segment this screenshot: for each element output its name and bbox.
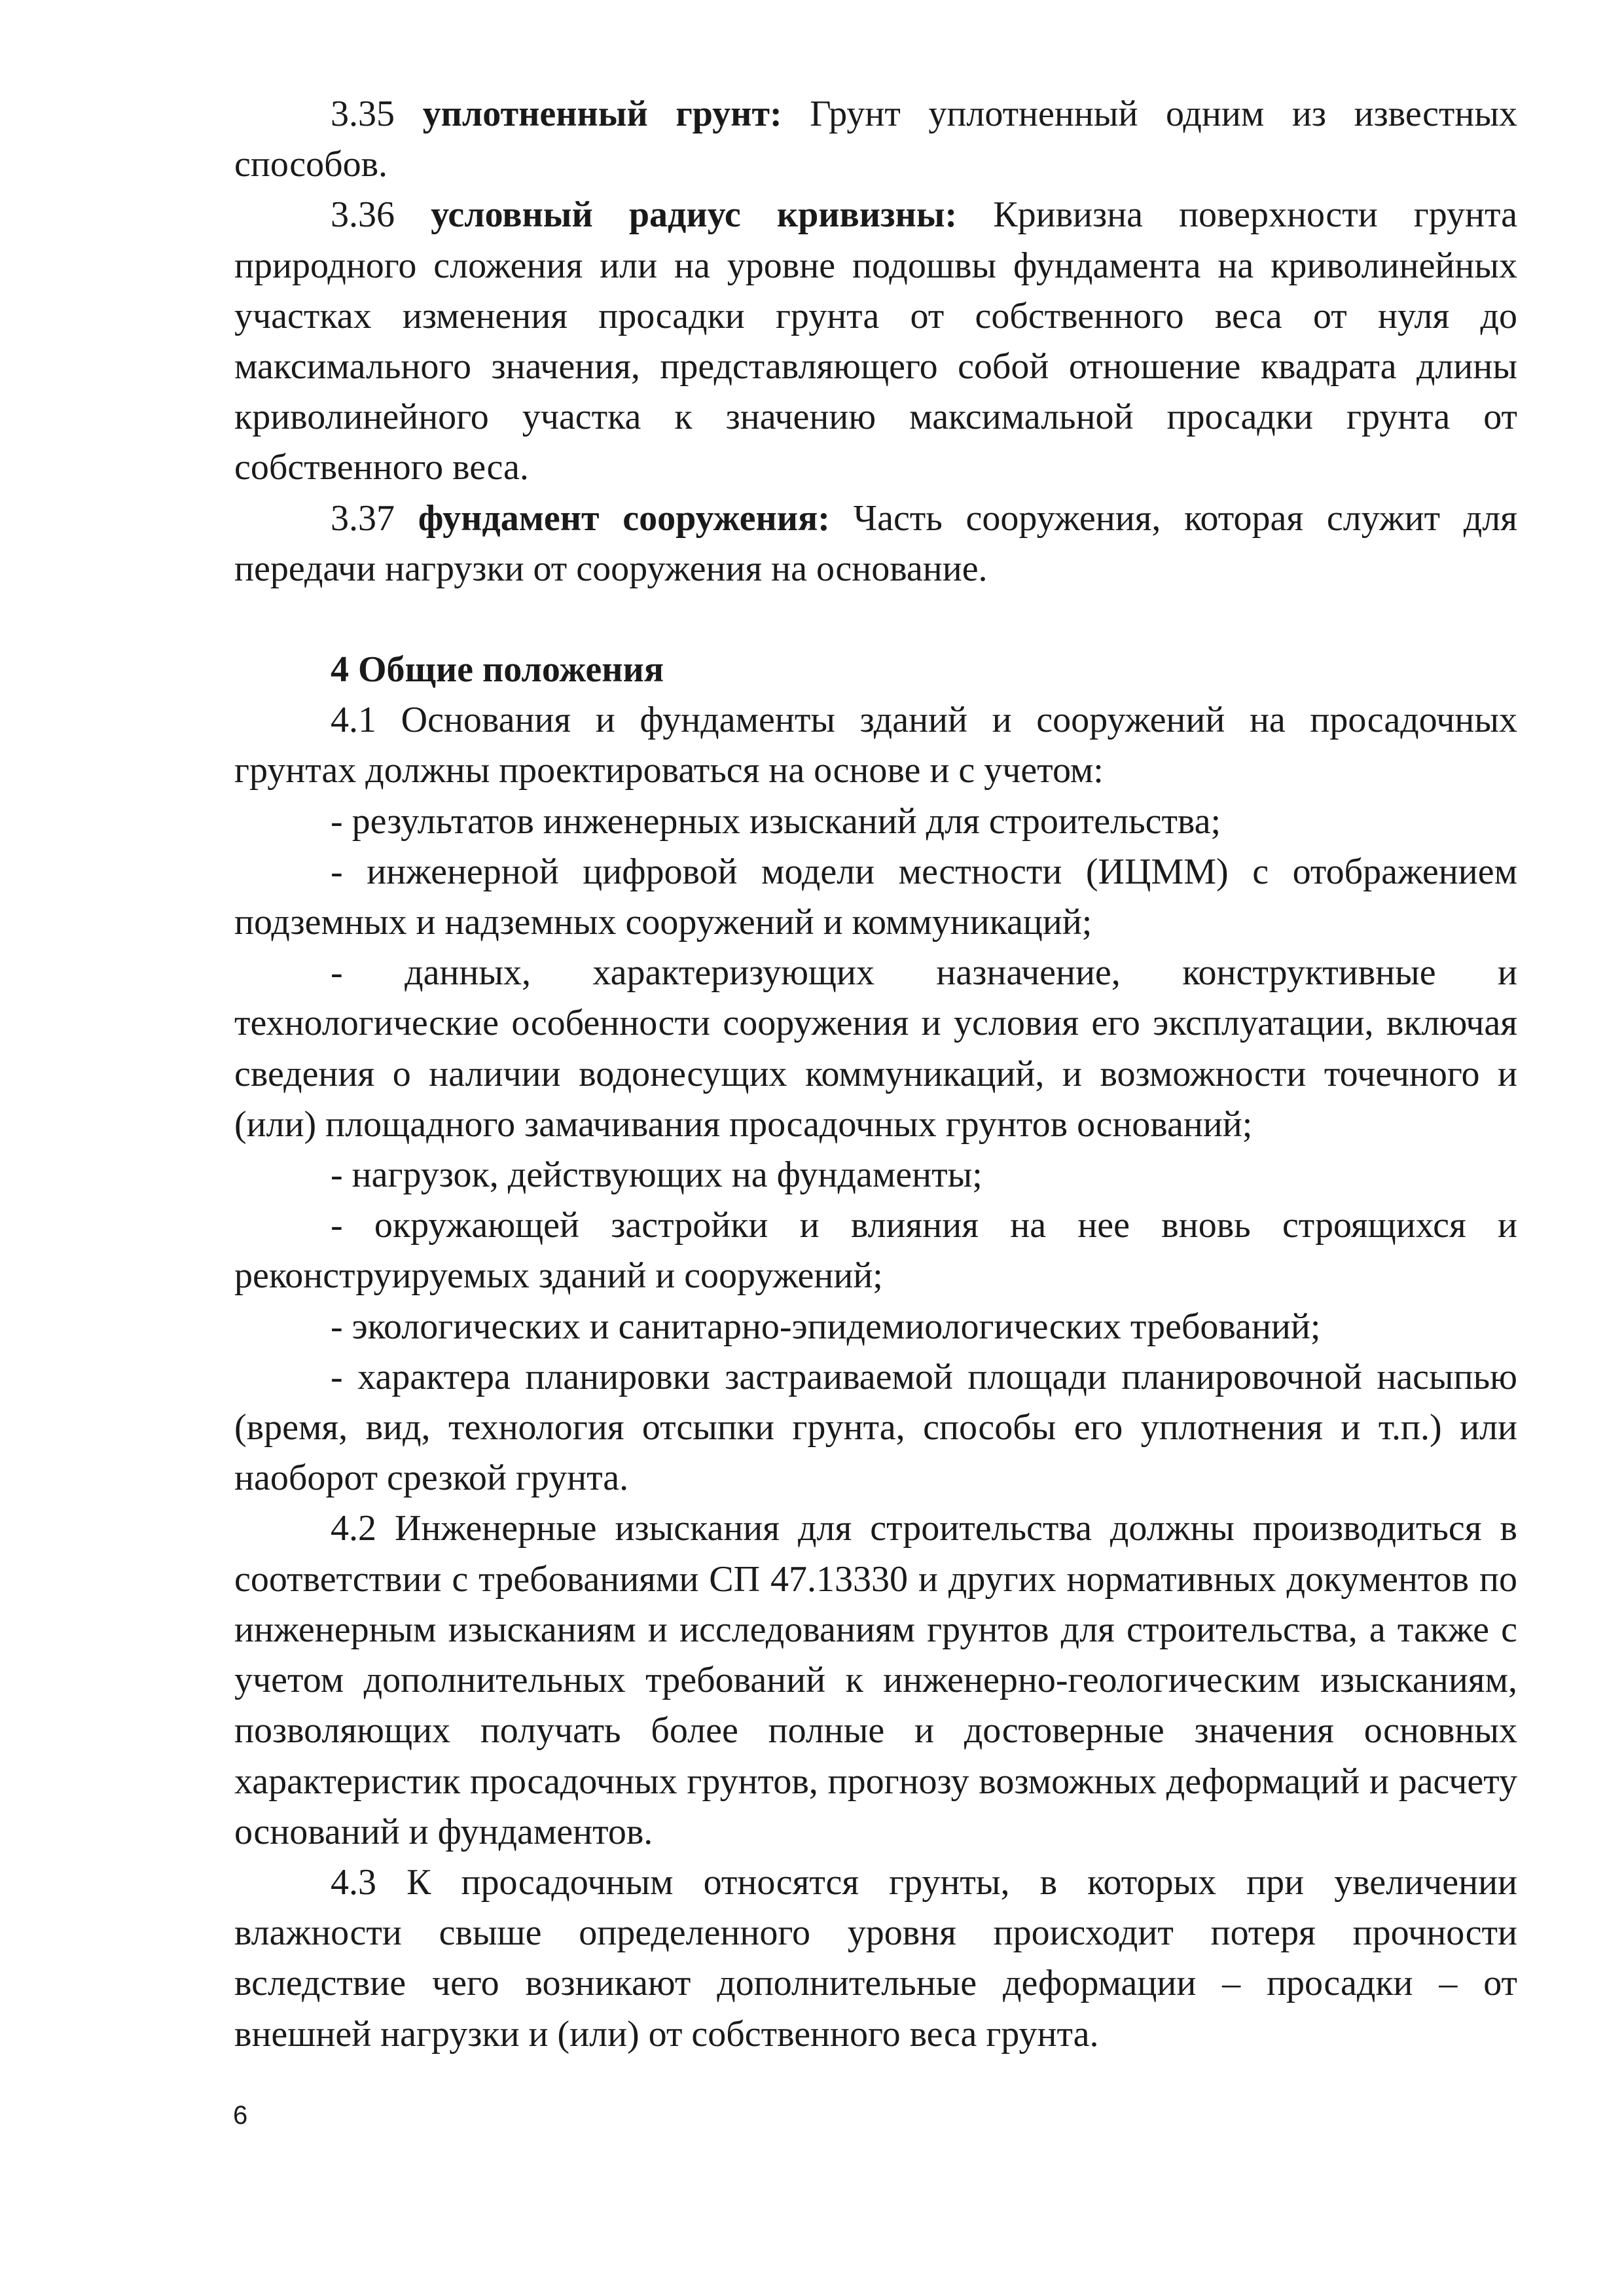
definition-term: уплотненный грунт:: [422, 94, 782, 134]
definition-number: 3.36: [331, 194, 395, 236]
list-item: - экологических и санитарно-эпидемиологических требований;: [331, 1306, 1321, 1347]
list-item: - инженерной цифровой модели местности (ИЦММ) с отображением подземных и надземных сооружений и коммуникаций;: [234, 851, 1517, 943]
definition-number: 3.35: [331, 94, 395, 134]
definition-3-37: [234, 493, 1517, 594]
definition-text: Кривизна поверхности грунта природного сложения или на уровне подошвы фундамента на криволинейных участках изменения просадки грунта от собственного веса от нуля до максимального значения, представляющего собой отношение квадрата длины криволинейного участка к значению максимальной просадки грунта от собственного веса.: [234, 194, 1517, 488]
paragraph-4-2: 4.2 Инженерные изыскания для строительства должны производиться в соответствии с требованиями СП 47.13330 и других нормативных документов по инженерным изысканиям и исследованиям грунтов для строительства, а также с учетом дополнительных требований к инженерно-геологическим изысканиям, позволяющих получать более полные и достоверные значения основных характеристик просадочных грунтов, прогнозу возможных деформаций и расчету оснований и фундаментов.: [234, 1508, 1517, 1852]
page-body: [234, 89, 1517, 2060]
paragraph-4-1: 4.1 Основания и фундаменты зданий и сооружений на просадочных грунтах должны проектироваться на основе и с учетом:: [234, 700, 1517, 791]
definition-number: 3.37: [331, 497, 395, 539]
list-item: - данных, характеризующих назначение, конструктивные и технологические особенности сооружения и условия его эксплуатации, включая сведения о наличии водонесущих коммуникаций, и возможности точечного и (или) площадного замачивания просадочных грунтов оснований;: [234, 952, 1517, 1145]
definition-term: фундамент сооружения:: [418, 497, 830, 539]
page-number: 6: [233, 2101, 248, 2130]
list-item: - окружающей застройки и влияния на нее вновь строящихся и реконструируемых зданий и сооружений;: [234, 1205, 1517, 1297]
list-item: - результатов инженерных изысканий для строительства;: [331, 800, 1221, 842]
paragraph-4-3: 4.3 К просадочным относятся грунты, в которых при увеличении влажности свыше определенного уровня происходит потеря прочности вследствие чего возникают дополнительные деформации – просадки – от внешней нагрузки и (или) от собственного веса грунта.: [234, 1861, 1517, 2054]
definition-3-36: [234, 190, 1517, 493]
definition-text: Грунт уплотненный одним из известных способов.: [234, 94, 1517, 185]
list-item: - нагрузок, действующих на фундаменты;: [331, 1155, 983, 1196]
list-item: - характера планировки застраиваемой площади планировочной насыпью (время, вид, технология отсыпки грунта, способы его уплотнения и т.п.) или наоборот срезкой грунта.: [234, 1356, 1517, 1499]
section-heading: 4 Общие положения: [331, 649, 664, 691]
definition-text: Часть сооружения, которая служит для передачи нагрузки от сооружения на основание.: [234, 497, 1518, 589]
definition-3-35: [234, 89, 1517, 190]
definition-term: условный радиус кривизны:: [431, 194, 958, 236]
